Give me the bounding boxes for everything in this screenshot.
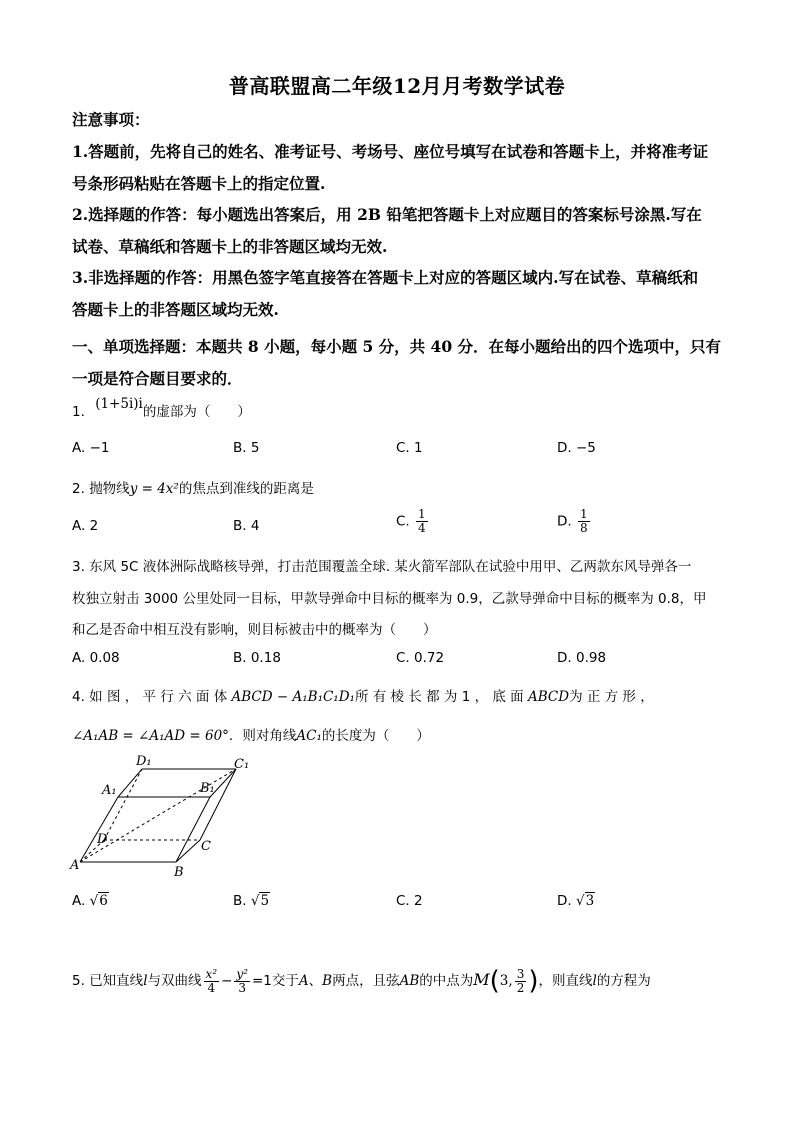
question-number: 2. [72,481,85,497]
q4-option-c: C. 2 [396,893,423,909]
parallelepiped-figure [60,752,270,882]
edge-a-a1 [80,797,118,862]
question-text-post: 的焦点到准线的距离是 [178,481,314,497]
complex-expression: (1+5i)i [95,396,143,412]
q4-option-b: B. √5 [233,893,270,909]
question-2 [72,477,314,497]
fraction-x: $\frac{\text{x²}}{4}$ [205,966,218,995]
page-title: 普高联盟高二年级12月月考数学试卷 [228,74,566,98]
edge-c-c1 [200,769,236,840]
notice-line-1b: 号条形码粘贴在答题卡上的指定位置. [72,174,326,193]
q3-option-c: C. 0.72 [396,650,445,666]
parallelepiped-expression: ABCD − A₁B₁C₁D₁ [231,689,355,705]
question-3-line-1: 3. 东风 5C 液体洲际战略核导弹，打击范围覆盖全球. 某火箭军部队在试验中用甲、乙两款东风导弹各一 [72,559,692,575]
label-a1: A₁ [102,783,117,798]
question-1 [72,396,251,420]
q4-option-d: D. √3 [557,893,595,909]
parabola-expression: y = 4x² [129,481,179,497]
q4-option-a: A. √6 [72,893,108,909]
label-b: B [174,865,184,880]
label-c: C [201,839,211,854]
label-c1: C₁ [234,757,250,772]
square-root: √5 [250,893,270,909]
label-d: D [97,832,108,847]
edge-b-c [176,840,200,862]
question-number: 1. [72,404,85,420]
edge-d-d1 [104,769,142,840]
question-5: 5. 已知直线l与双曲线 $\frac{\text{x²}}{4}$ − $\frac{\text{y²}}{3}$ =1交于A、B两点，且弦AB的中点为M(3, $\frac{3}{2}$ )，则直线l的方程为 [72,966,651,996]
square-root: √6 [89,893,108,909]
q2-option-a: A. 2 [72,518,99,534]
q3-option-d: D. 0.98 [557,650,607,666]
q3-option-b: B. 0.18 [233,650,281,666]
edge-a1-d1 [118,769,142,797]
section-heading-line-2: 一项是符合题目要求的． [72,369,243,388]
question-text: 的虚部为（ ） [142,404,251,420]
question-4-line-1: 4. 如 图 ， 平 行 六 面 体 ABCD − A₁B₁C₁D₁所 有 棱 长 都 为 1 ， 底 面 ABCD为 正 方 形 ， [72,689,654,705]
fraction-y: $\frac{\text{y²}}{3}$ [236,966,248,995]
notice-line-3b: 答题卡上的非答题区域均无效. [72,300,279,319]
notice-line-1a: 1.答题前，先将自己的姓名、准考证号、考场号、座位号填写在试卷和答题卡上，并将准考证 [72,142,709,161]
q2-option-b: B. 4 [233,518,260,534]
question-3-line-3: 和乙是否命中相互没有影响，则目标被击中的概率为（ ） [72,622,437,638]
label-a: A [70,858,80,873]
notice-heading: 注意事项： [72,110,150,129]
q3-option-a: A. 0.08 [72,650,120,666]
notice-line-3a: 3.非选择题的作答：用黑色签字笔直接答在答题卡上对应的答题区域内.写在试卷、草稿纸和 [72,268,699,287]
fraction: $\frac{1}{8}$ [579,507,588,535]
diagonal-expression: AC₁ [296,728,322,744]
question-text-pre: 抛物线 [89,481,130,497]
square-root: √3 [575,893,595,909]
question-3-line-2: 枚独立射击 3000 公里处同一目标，甲款导弹命中目标的概率为 0.9，乙款导弹命中目标的概率为 0.8，甲 [72,591,707,607]
notice-line-2a: 2.选择题的作答：每小题选出答案后，用 2B 铅笔把答题卡上对应题目的答案标号涂黑.写在 [72,205,702,224]
q1-option-b: B. 5 [233,440,260,456]
question-4-line-2: ∠A₁AB = ∠A₁AD = 60°．则对角线AC₁的长度为（ ） [72,728,430,744]
q1-option-c: C. 1 [396,440,423,456]
fraction-m: $\frac{3}{2}$ [516,966,525,995]
q2-option-d: D. $\frac{1}{8}$ [557,507,588,535]
label-d1: D₁ [136,754,152,769]
base-expression: ABCD [527,689,570,705]
q1-option-a: A. −1 [72,440,110,456]
label-b1: B₁ [200,781,215,796]
fraction: $\frac{1}{4}$ [418,507,426,535]
q2-option-c: C. $\frac{1}{4}$ [396,507,426,535]
notice-line-2b: 试卷、草稿纸和答题卡上的非答题区域均无效. [72,237,388,256]
section-heading-line-1: 一、单项选择题：本题共 8 小题，每小题 5 分，共 40 分．在每小题给出的四个选项中，只有 [72,337,722,356]
angle-expression: ∠A₁AB = ∠A₁AD = 60° [72,728,229,744]
q1-option-d: D. −5 [557,440,596,456]
